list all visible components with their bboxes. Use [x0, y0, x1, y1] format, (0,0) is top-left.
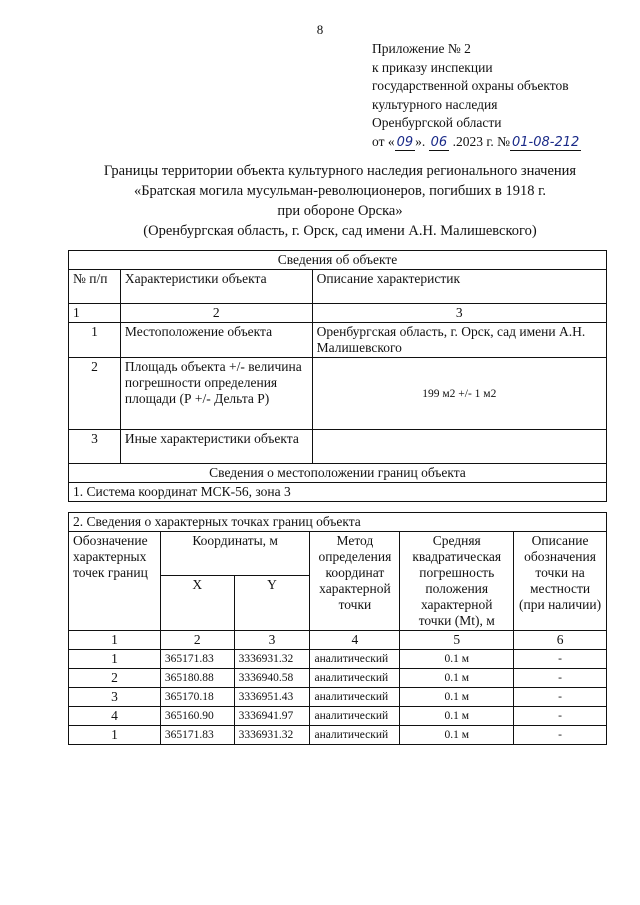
title-line: «Братская могила мусульман-революционеров, погибших в 1918 г. — [133, 183, 547, 199]
point-x: 365171.83 — [160, 726, 234, 745]
point-mt: 0.1 м — [400, 669, 514, 688]
point-id: 2 — [69, 669, 161, 688]
date-mid: ». — [415, 133, 429, 149]
row-number: 3 — [69, 430, 121, 464]
col-header-characteristic: Характеристики объекта — [120, 270, 312, 304]
point-method: аналитический — [310, 650, 400, 669]
col-number: 3 — [234, 631, 310, 650]
annex-line: Приложение № 2 — [372, 41, 471, 56]
col-number: 6 — [514, 631, 607, 650]
col-header-designation: Обозначение характерных точек границ — [69, 532, 161, 631]
col-number: 5 — [400, 631, 514, 650]
col-number: 4 — [310, 631, 400, 650]
point-mt: 0.1 м — [400, 707, 514, 726]
object-info-header: Сведения об объекте — [69, 251, 607, 270]
annex-line: культурного наследия — [372, 96, 498, 112]
point-y: 3336951.43 — [234, 688, 310, 707]
boundary-header: Сведения о местоположении границ объекта — [69, 464, 607, 483]
annex-line: Оренбургской области — [372, 115, 502, 130]
col-number: 2 — [120, 304, 312, 323]
point-id: 1 — [69, 650, 161, 669]
row-description — [312, 430, 606, 464]
point-desc: - — [514, 707, 607, 726]
row-number: 2 — [69, 358, 121, 430]
point-y: 3336931.32 — [234, 650, 310, 669]
col-header-number: № п/п — [69, 270, 121, 304]
col-number: 1 — [69, 631, 161, 650]
point-id: 1 — [69, 726, 161, 745]
point-x: 365170.18 — [160, 688, 234, 707]
handwritten-order-number: 01-08-212 — [511, 134, 580, 150]
col-number: 1 — [69, 304, 121, 323]
col-header-coords: Координаты, м — [160, 532, 310, 576]
coord-system: 1. Система координат МСК-56, зона 3 — [69, 483, 607, 502]
title-line: при обороне Орска» — [277, 203, 403, 219]
point-method: аналитический — [310, 707, 400, 726]
point-mt: 0.1 м — [400, 650, 514, 669]
page-number: 8 — [316, 22, 324, 37]
point-method: аналитический — [310, 669, 400, 688]
point-method: аналитический — [310, 726, 400, 745]
row-description: Оренбургская область, г. Орск, сад имени А.Н. Малишевского — [312, 323, 606, 358]
col-header-description: Описание характеристик — [312, 270, 606, 304]
col-header-x: X — [160, 576, 234, 631]
date-year-no: .2023 г. № — [449, 133, 510, 149]
col-header-point-description: Описание обозначения точки на местности (при наличии) — [514, 532, 607, 631]
col-number: 3 — [312, 304, 606, 323]
row-characteristic: Площадь объекта +/- величина погрешности определения площади (Р +/- Дельта Р) — [120, 358, 312, 430]
point-id: 3 — [69, 688, 161, 707]
row-description: 199 м2 +/- 1 м2 — [312, 358, 606, 430]
point-desc: - — [514, 669, 607, 688]
point-x: 365171.83 — [160, 650, 234, 669]
col-header-y: Y — [234, 576, 310, 631]
col-header-method: Метод определения координат характерной точки — [310, 532, 400, 631]
title-line: Границы территории объекта культурного наследия регионального значения — [103, 163, 577, 179]
point-mt: 0.1 м — [400, 688, 514, 707]
col-number: 2 — [160, 631, 234, 650]
point-method: аналитический — [310, 688, 400, 707]
point-x: 365180.88 — [160, 669, 234, 688]
date-prefix: от « — [372, 133, 395, 149]
point-desc: - — [514, 650, 607, 669]
point-y: 3336941.97 — [234, 707, 310, 726]
annex-line: государственной охраны объектов — [372, 78, 569, 93]
title-line: (Оренбургская область, г. Орск, сад имени А.Н. Малишевского) — [143, 223, 537, 239]
point-mt: 0.1 м — [400, 726, 514, 745]
point-x: 365160.90 — [160, 707, 234, 726]
col-header-error: Средняя квадратическая погрешность положения характерной точки (Mt), м — [400, 532, 514, 631]
point-y: 3336940.58 — [234, 669, 310, 688]
points-header: 2. Сведения о характерных точках границ объекта — [69, 513, 607, 532]
object-info-table — [68, 250, 607, 502]
point-y: 3336931.32 — [234, 726, 310, 745]
row-characteristic: Местоположение объекта — [120, 323, 312, 358]
row-number: 1 — [69, 323, 121, 358]
annex-block — [372, 40, 581, 152]
handwritten-month: 06 — [430, 134, 448, 150]
annex-line: к приказу инспекции — [372, 59, 493, 75]
point-desc: - — [514, 688, 607, 707]
handwritten-day: 09 — [396, 134, 414, 150]
document-title — [40, 161, 640, 241]
row-characteristic: Иные характеристики объекта — [120, 430, 312, 464]
point-desc: - — [514, 726, 607, 745]
annex-date-line — [372, 133, 581, 153]
boundary-points-table — [68, 512, 607, 745]
point-id: 4 — [69, 707, 161, 726]
